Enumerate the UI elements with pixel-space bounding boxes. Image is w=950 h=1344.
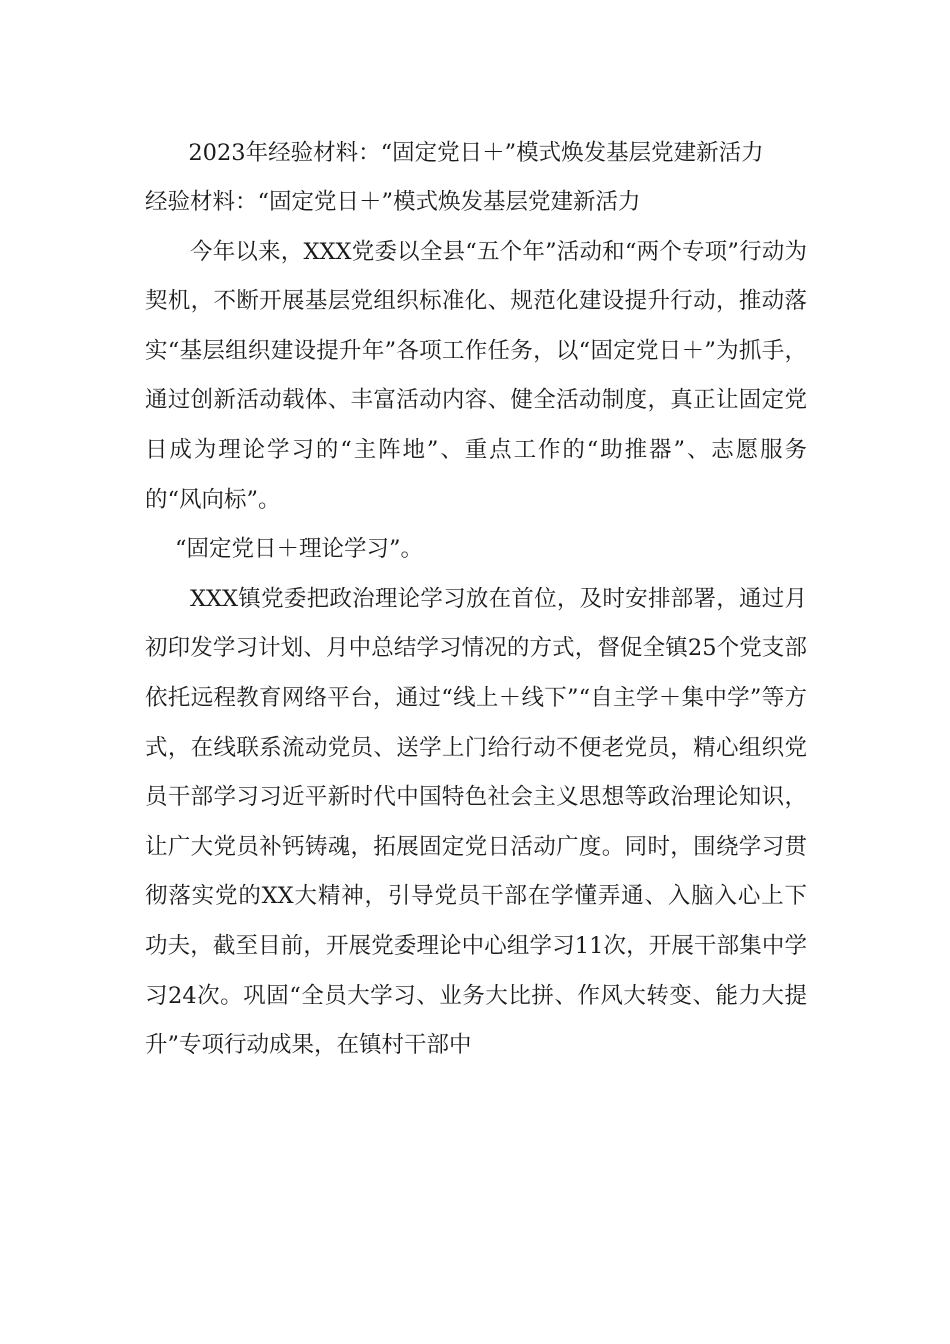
document-title: 2023年经验材料：“固定党日＋”模式焕发基层党建新活力 [188,140,764,166]
document-subtitle: 经验材料：“固定党日＋”模式焕发基层党建新活力 [145,189,641,215]
document-body [145,128,807,1071]
body-paragraph: XXX镇党委把政治理论学习放在首位，及时安排部署，通过月初印发学习计划、月中总结学习情况的方式，督促全镇25个党支部依托远程教育网络平台，通过“线上＋线下”“自主学＋集中学”等方式，在线联系流动党员、送学上门给行动不便老党员，精心组织党员干部学习习近平新时代中国特色社会主义思想等政治理论知识，让广大党员补钙铸魂，拓展固定党日活动广度。同时，围绕学习贯彻落实党的XX大精神，引导党员干部在学懂弄通、入脑入心上下功夫，截至目前，开展党委理论中心组学习11次，开展干部集中学习24次。巩固“全员大学习、业务大比拼、作风大转变、能力大提升”专项行动成果，在镇村干部中 [145,585,807,1059]
section-heading: “固定党日＋理论学习”。 [175,536,424,563]
intro-paragraph: 今年以来，XXX党委以全县“五个年”活动和“两个专项”行动为契机，不断开展基层党组织标准化、规范化建设提升行动，推动落实“基层组织建设提升年”各项工作任务，以“固定党日＋”为抓手，通过创新活动载体、丰富活动内容、健全活动制度，真正让固定党日成为理论学习的“主阵地”、重点工作的“助推器”、志愿服务的“风向标”。 [145,238,807,513]
